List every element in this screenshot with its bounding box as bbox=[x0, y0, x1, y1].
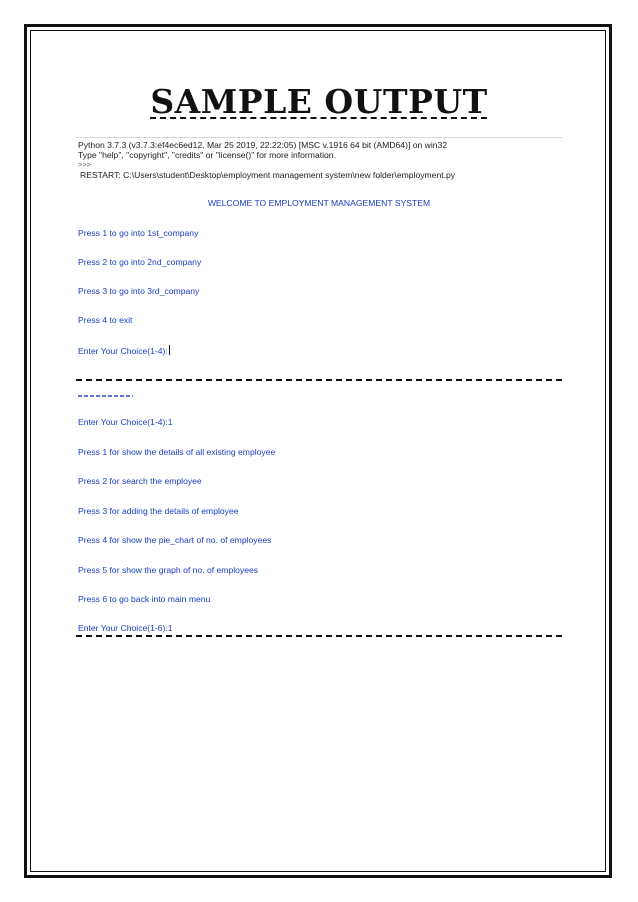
python-version-line: Python 3.7.3 (v3.7.3:ef4ec6ed12, Mar 25 2019, 22:22:05) [MSC v.1916 64 bit (AMD64)] on win32 bbox=[78, 140, 448, 150]
console-screenshot-main-menu bbox=[76, 136, 562, 378]
submenu-item-add-details: Press 3 for adding the details of employee bbox=[78, 506, 239, 516]
menu-item-company-1: Press 1 to go into 1st_company bbox=[78, 228, 199, 238]
text-cursor bbox=[169, 345, 170, 355]
submenu-item-show-details: Press 1 for show the details of all existing employee bbox=[78, 447, 276, 457]
welcome-heading: WELCOME TO EMPLOYMENT MANAGEMENT SYSTEM bbox=[207, 198, 431, 208]
cropped-text-fragment bbox=[78, 392, 138, 398]
submenu-item-pie-chart: Press 4 for show the pie_chart of no. of employees bbox=[78, 535, 272, 545]
menu-item-exit: Press 4 to exit bbox=[78, 315, 133, 325]
separator-dashed-1 bbox=[76, 379, 562, 381]
choice-prompt: Enter Your Choice(1-4): bbox=[78, 346, 168, 356]
menu-item-company-3: Press 3 to go into 3rd_company bbox=[78, 286, 200, 296]
previous-choice-line: Enter Your Choice(1-4):1 bbox=[78, 417, 173, 427]
shell-prompt: >>> bbox=[78, 160, 92, 169]
restart-line: RESTART: C:\Users\student\Desktop\employment management system\new folder\employment.py bbox=[80, 170, 456, 180]
console-screenshot-company-menu bbox=[76, 384, 562, 638]
python-help-line: Type "help", "copyright", "credits" or "license()" for more information. bbox=[78, 150, 336, 160]
submenu-item-back: Press 6 to go back into main menu bbox=[78, 594, 211, 604]
final-choice-line[interactable]: Enter Your Choice(1-6):1 bbox=[78, 623, 173, 633]
separator-dashed-2 bbox=[76, 635, 562, 637]
page-title: SAMPLE OUTPUT bbox=[150, 82, 488, 121]
choice-input-line[interactable] bbox=[78, 345, 170, 356]
console-top-rule bbox=[76, 137, 562, 138]
submenu-item-graph: Press 5 for show the graph of no. of employees bbox=[78, 565, 259, 575]
submenu-item-search: Press 2 for search the employee bbox=[78, 476, 202, 486]
menu-item-company-2: Press 2 to go into 2nd_company bbox=[78, 257, 202, 267]
